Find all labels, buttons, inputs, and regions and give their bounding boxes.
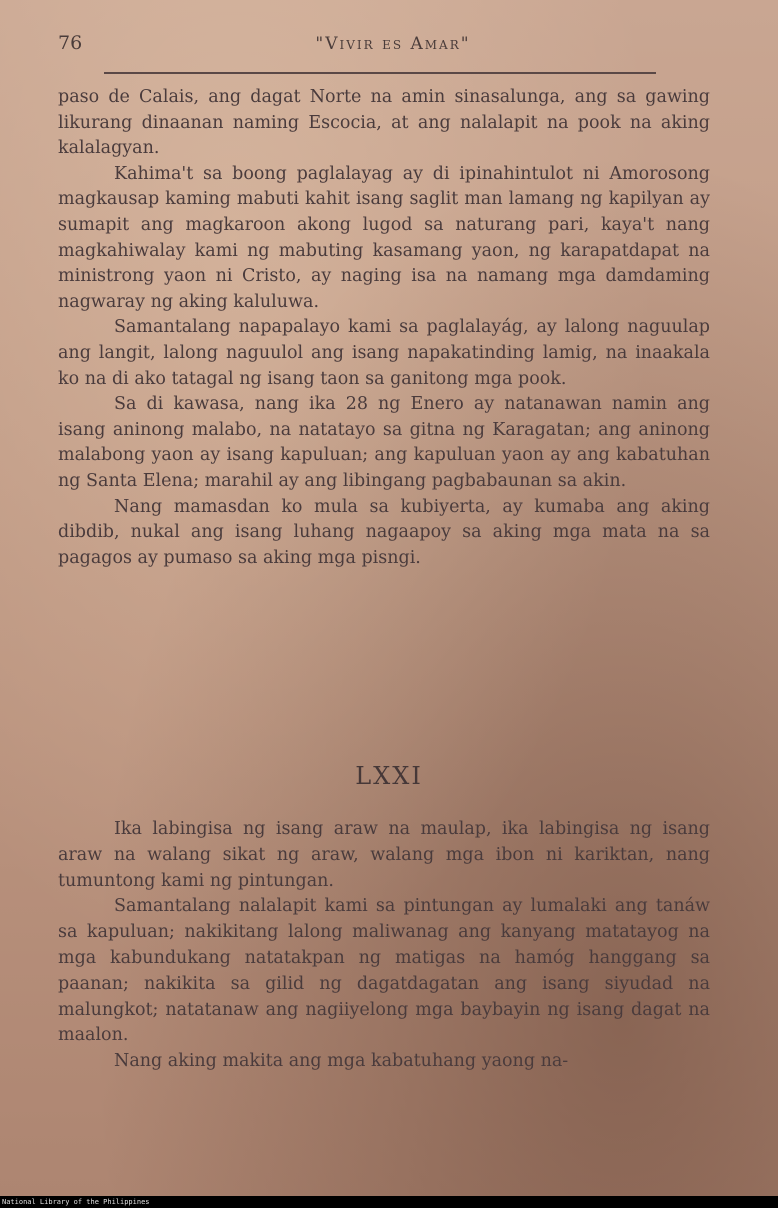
chapter-body-text [58, 817, 710, 1075]
running-head: "Vivir es Amar" [315, 34, 471, 54]
chapter-heading: LXXI [355, 762, 423, 790]
paragraph: Ika labingisa ng isang araw na maulap, ika labingisa ng isang araw na walang sikat ng araw, walang mga ibon ni kariktan, nang tumuntong kami ng pintungan. [58, 819, 710, 891]
library-credit: National Library of the Philippines [2, 1198, 150, 1206]
paragraph: paso de Calais, ang dagat Norte na amin sinasalunga, ang sa gawing likurang dinaanan naming Escocia, at ang nalalapit na pook na aking kalalagyan. [58, 87, 710, 159]
header-rule [104, 72, 656, 74]
page-header [58, 26, 728, 60]
page-number: 76 [58, 32, 83, 54]
body-text [58, 85, 710, 571]
paragraph: Samantalang napapalayo kami sa paglalayág, ay lalong naguulap ang langit, lalong naguulol ang isang napakatinding lamig, na inaakala ko na di ako tatagal ng isang taon sa ganitong mga pook. [58, 317, 710, 389]
paragraph: Samantalang nalalapit kami sa pintungan ay lumalaki ang tanáw sa kapuluan; nakikitang lalong maliwanag ang kanyang matatayog na mga kabundukang natatakpan ng matigas na hamóg hanggang sa paanan; nakikita sa gilid ng dagatdagatan ang isang siyudad na malungkot; natatanaw ang nagiiyelong mga baybayin ng isang dagat na maalon. [58, 896, 710, 1046]
paragraph: Nang mamasdan ko mula sa kubiyerta, ay kumaba ang aking dibdib, nukal ang isang luhang nagaapoy sa aking mga mata na sa pagagos ay pumaso sa aking mga pisngi. [58, 496, 710, 568]
paragraph: Kahima't sa boong paglalayag ay di ipinahintulot ni Amorosong magkausap kaming mabuti kahit isang saglit man lamang ng kapilyan ay sumapit ang magkaroon akong lugod sa naturang pari, kaya't nang magkahiwalay kami ng mabuting kasamang yaon, ng karapatdapat na ministrong yaon ni Cristo, ay naging isa na namang mga damdaming nagwaray ng aking kaluluwa. [58, 163, 710, 312]
paragraph: Sa di kawasa, nang ika 28 ng Enero ay natanawan namin ang isang aninong malabo, na natatayo sa gitna ng Karagatan; ang aninong malabong yaon ay isang kapuluan; ang kapuluan yaon ay ang kabatuhan ng Santa Elena; marahil ay ang libingang pagbabaunan sa akin. [58, 394, 710, 491]
paragraph: Nang aking makita ang mga kabatuhang yaong na- [114, 1051, 569, 1072]
